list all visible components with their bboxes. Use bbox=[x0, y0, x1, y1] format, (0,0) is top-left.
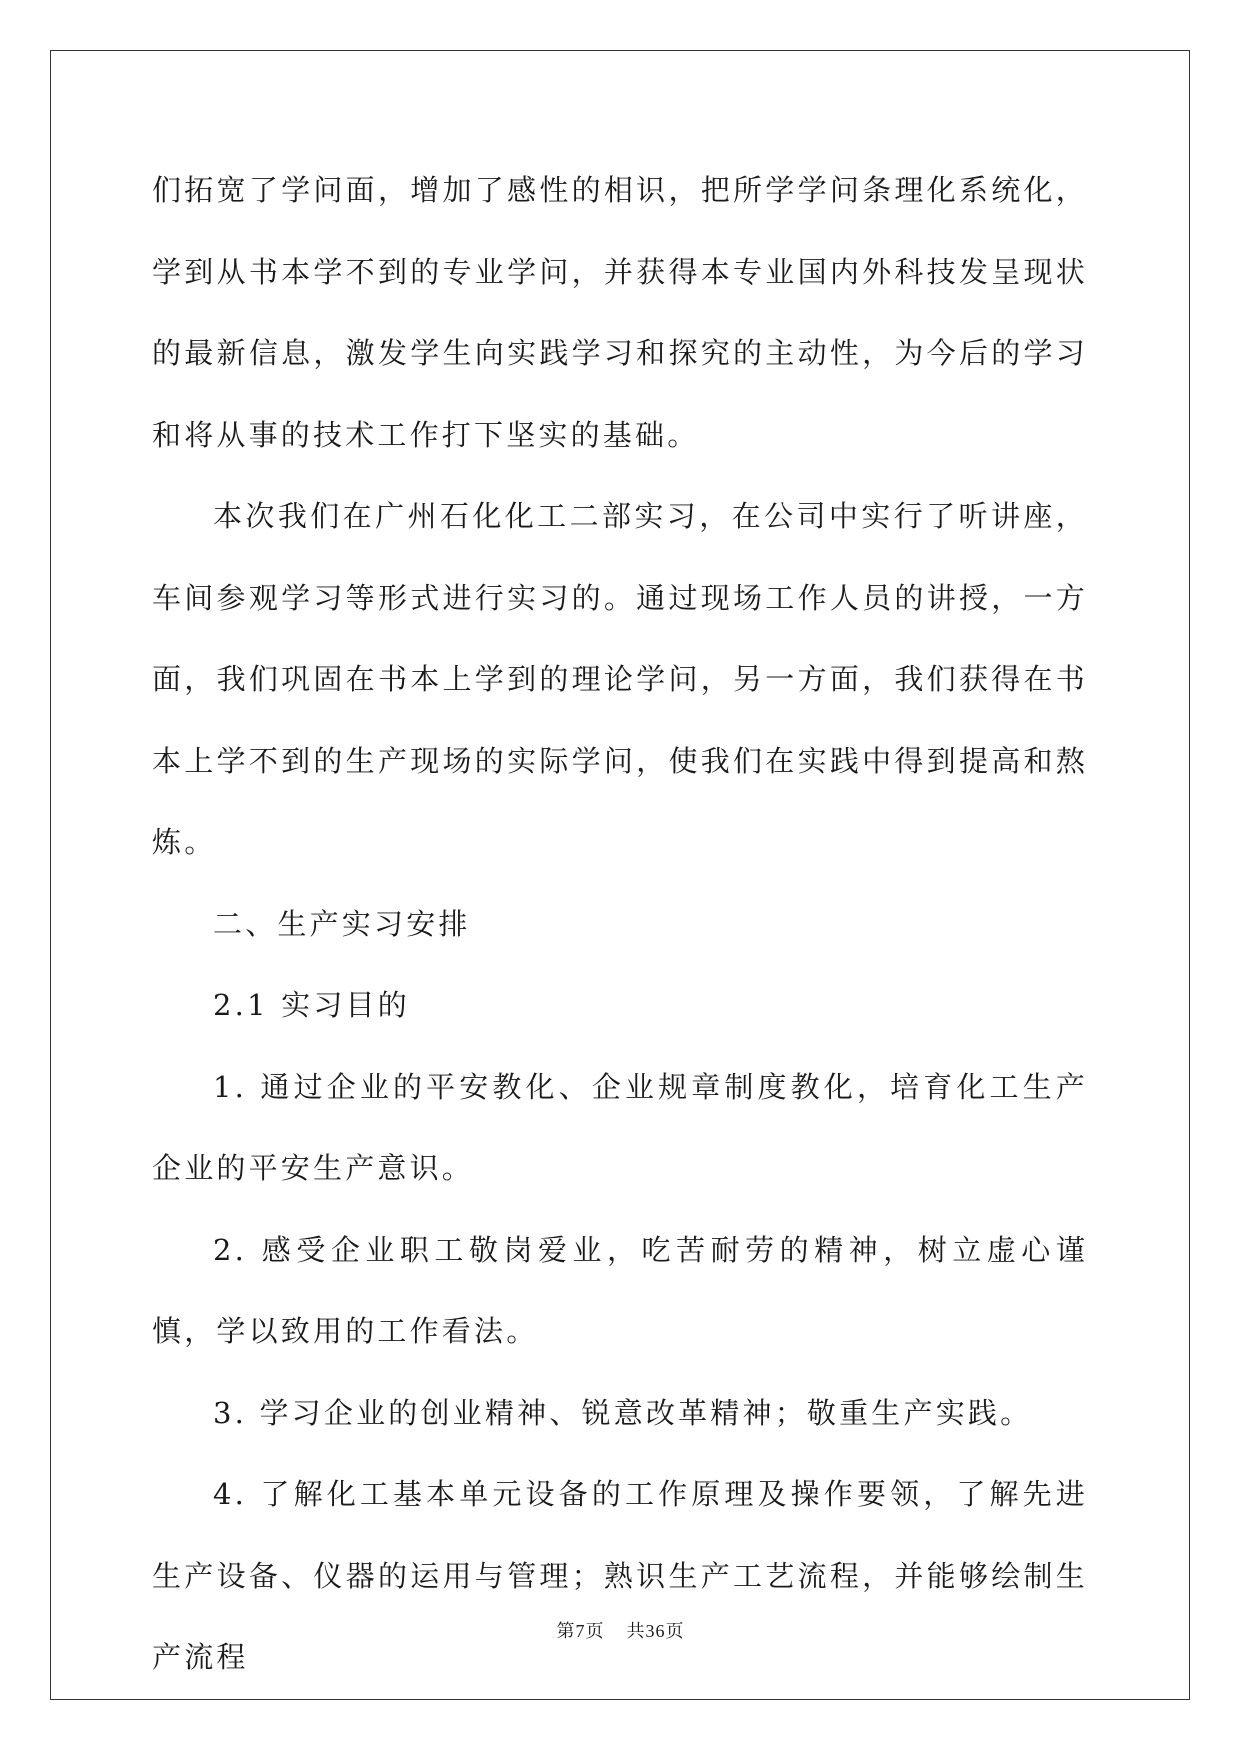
text-line: 3. 学习企业的创业精神、锐意改革精神；敬重生产实践。 bbox=[213, 1395, 1033, 1430]
text-line: 4. 了解化工基本单元设备的工作原理及操作要领，了解先进生产 bbox=[152, 1477, 1088, 1593]
list-item-3 bbox=[152, 1373, 1088, 1455]
text-line: 设备、仪器的运用与管理；熟识生产工艺流程，并能够绘制生产流程 bbox=[152, 1558, 1088, 1674]
page-number: 第7页 bbox=[556, 1621, 605, 1641]
list-item-1 bbox=[152, 1047, 1088, 1210]
text-line: 间参观学习等形式进行实习的。通过现场工作人员的讲授，一方面， bbox=[152, 580, 1088, 696]
list-item-4 bbox=[152, 1454, 1088, 1699]
paragraph-internship-location bbox=[152, 476, 1088, 884]
section-heading bbox=[152, 884, 1088, 966]
text-line: 们拓宽了学问面，增加了感性的相识，把所学学问条理化系统化，学 bbox=[152, 173, 1088, 289]
text-line: 我们巩固在书本上学到的理论学问，另一方面，我们获得在书本上学 bbox=[152, 662, 1088, 778]
list-item-2 bbox=[152, 1210, 1088, 1373]
text-line: 的平安生产意识。 bbox=[216, 1151, 475, 1185]
text-line: 事的技术工作打下坚实的基础。 bbox=[248, 417, 700, 452]
text-line: 2. 感受企业职工敬岗爱业，吃苦耐劳的精神，树立虚心谨慎，学 bbox=[152, 1232, 1088, 1348]
text-line: 1. 通过企业的平安教化、企业规章制度教化，培育化工生产企业 bbox=[152, 1069, 1088, 1185]
page-footer bbox=[0, 1617, 1241, 1643]
paragraph-intro-continuation bbox=[152, 150, 1088, 476]
text-line: 本次我们在广州石化化工二部实习，在公司中实行了听讲座，车 bbox=[152, 499, 1088, 615]
text-line: 新信息，激发学生向实践学习和探究的主动性，为今后的学习和将从 bbox=[152, 336, 1088, 452]
subsection-heading bbox=[152, 965, 1088, 1047]
text-line: 以致用的工作看法。 bbox=[248, 1314, 539, 1348]
text-line: 不到的生产现场的实际学问，使我们在实践中得到提高和熬炼。 bbox=[152, 743, 1088, 859]
text-line: 2.1 实习目的 bbox=[213, 988, 410, 1022]
page-total: 共36页 bbox=[626, 1621, 685, 1641]
text-line: 到从书本学不到的专业学问，并获得本专业国内外科技发呈现状的最 bbox=[152, 254, 1088, 370]
text-line: 二、生产实习安排 bbox=[213, 906, 471, 941]
document-body bbox=[152, 150, 1088, 1699]
